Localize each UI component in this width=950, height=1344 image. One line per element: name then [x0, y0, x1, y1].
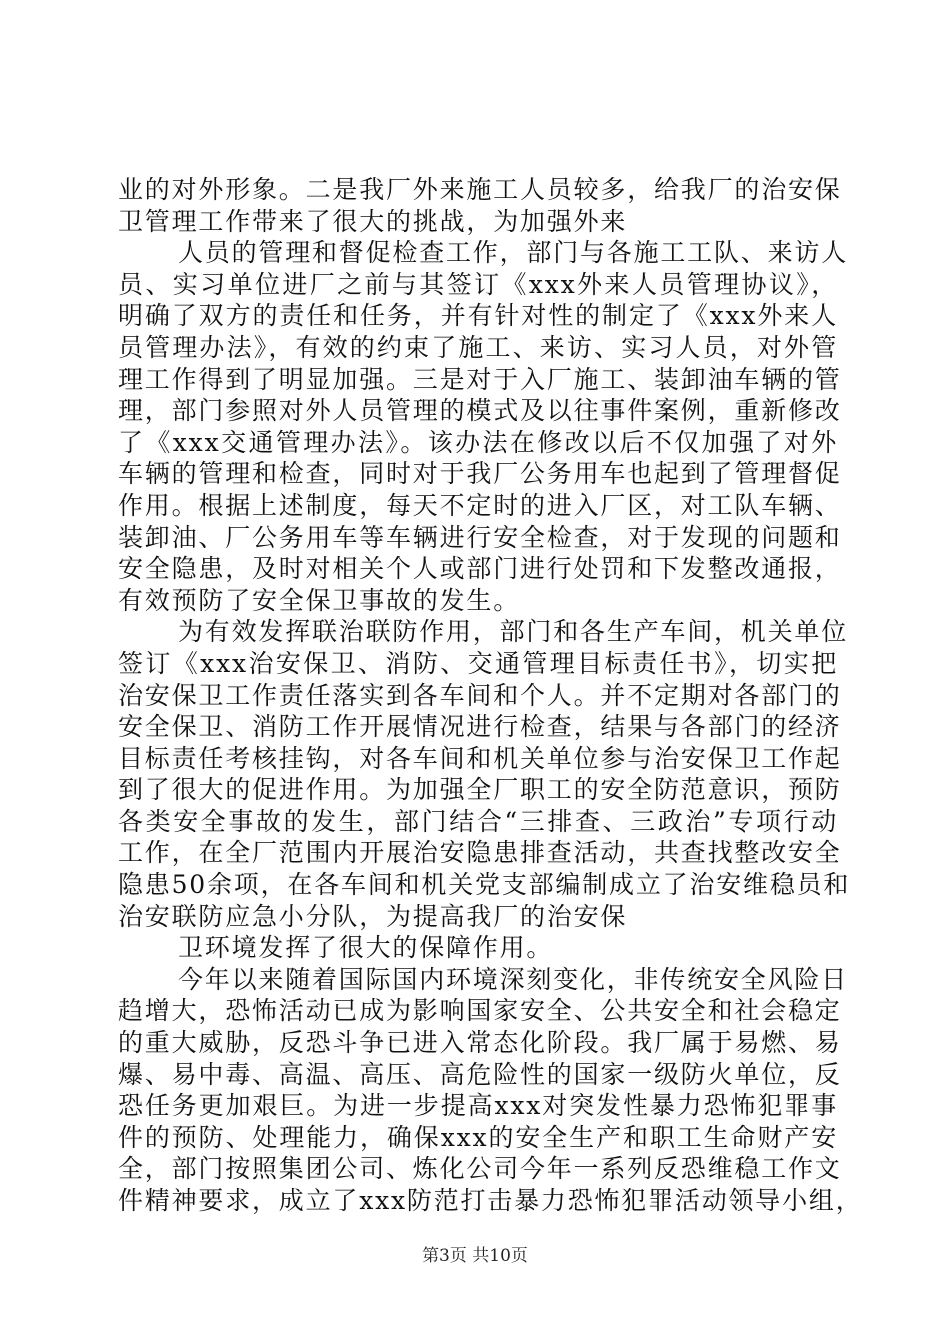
text-line: 理工作得到了明显加强。三是对于入厂施工、装卸油车辆的管	[118, 364, 842, 394]
text-line: 卫环境发挥了很大的保障作用。	[178, 933, 554, 963]
text-line: 车辆的管理和检查，同时对于我厂公务用车也起到了管理督促	[118, 459, 842, 489]
text-line: 明确了双方的责任和任务，并有针对性的制定了《xxx外来人	[118, 301, 838, 331]
text-line: 治安保卫工作责任落实到各车间和个人。并不定期对各部门的	[118, 680, 842, 710]
text-line: 有效预防了安全保卫事故的发生。	[118, 585, 521, 615]
text-line: 今年以来随着国际国内环境深刻变化，非传统安全风险日	[178, 964, 849, 994]
text-line: 卫管理工作带来了很大的挑战，为加强外来	[118, 206, 628, 236]
text-line: 员、实习单位进厂之前与其签订《xxx外来人员管理协议》，	[118, 269, 838, 299]
text-line: 的重大威胁，反恐斗争已进入常态化阶段。我厂属于易燃、易	[118, 1028, 842, 1058]
body-text	[118, 174, 863, 1217]
text-line: 件的预防、处理能力，确保xxx的安全生产和职工生命财产安	[118, 1122, 838, 1152]
text-line: 治安联防应急小分队，为提高我厂的治安保	[118, 901, 628, 931]
text-line: 人员的管理和督促检查工作，部门与各施工工队、来访人	[178, 238, 849, 268]
text-line: 隐患50余项，在各车间和机关党支部编制成立了治安维稳员和	[118, 870, 851, 900]
text-line: 装卸油、厂公务用车等车辆进行安全检查，对于发现的问题和	[118, 522, 842, 552]
text-line: 爆、易中毒、高温、高压、高危险性的国家一级防火单位，反	[118, 1059, 842, 1089]
text-line: 全，部门按照集团公司、炼化公司今年一系列反恐维稳工作文	[118, 1154, 842, 1184]
text-line: 员管理办法》，有效的约束了施工、来访、实习人员，对外管	[118, 332, 838, 362]
text-line: 理，部门参照对外人员管理的模式及以往事件案例，重新修改	[118, 396, 842, 426]
text-line: 签订《xxx治安保卫、消防、交通管理目标责任书》，切实把	[118, 648, 838, 678]
text-line: 作用。根据上述制度，每天不定时的进入厂区，对工队车辆、	[118, 490, 842, 520]
page-footer: 第3页 共10页	[422, 1246, 528, 1266]
text-line: 为有效发挥联治联防作用，部门和各生产车间，机关单位	[178, 617, 849, 647]
text-line: 趋增大，恐怖活动已成为影响国家安全、公共安全和社会稳定	[118, 996, 842, 1026]
text-line: 各类安全事故的发生，部门结合“三排查、三政治”专项行动	[118, 806, 838, 836]
text-line: 到了很大的促进作用。为加强全厂职工的安全防范意识，预防	[118, 775, 842, 805]
text-line: 业的对外形象。二是我厂外来施工人员较多，给我厂的治安保	[118, 175, 842, 204]
text-line: 安全隐患，及时对相关个人或部门进行处罚和下发整改通报，	[118, 554, 842, 584]
text-line: 安全保卫、消防工作开展情况进行检查，结果与各部门的经济	[118, 712, 842, 742]
text-line: 了《xxx交通管理办法》。该办法在修改以后不仅加强了对外	[118, 427, 838, 457]
text-line: 工作，在全厂范围内开展治安隐患排查活动，共查找整改安全	[118, 838, 842, 868]
text-line: 恐任务更加艰巨。为进一步提高xxx对突发性暴力恐怖犯罪事	[118, 1091, 838, 1121]
text-line: 目标责任考核挂钩，对各车间和机关单位参与治安保卫工作起	[118, 743, 842, 773]
text-line: 件精神要求，成立了xxx防范打击暴力恐怖犯罪活动领导小组，	[118, 1186, 863, 1215]
